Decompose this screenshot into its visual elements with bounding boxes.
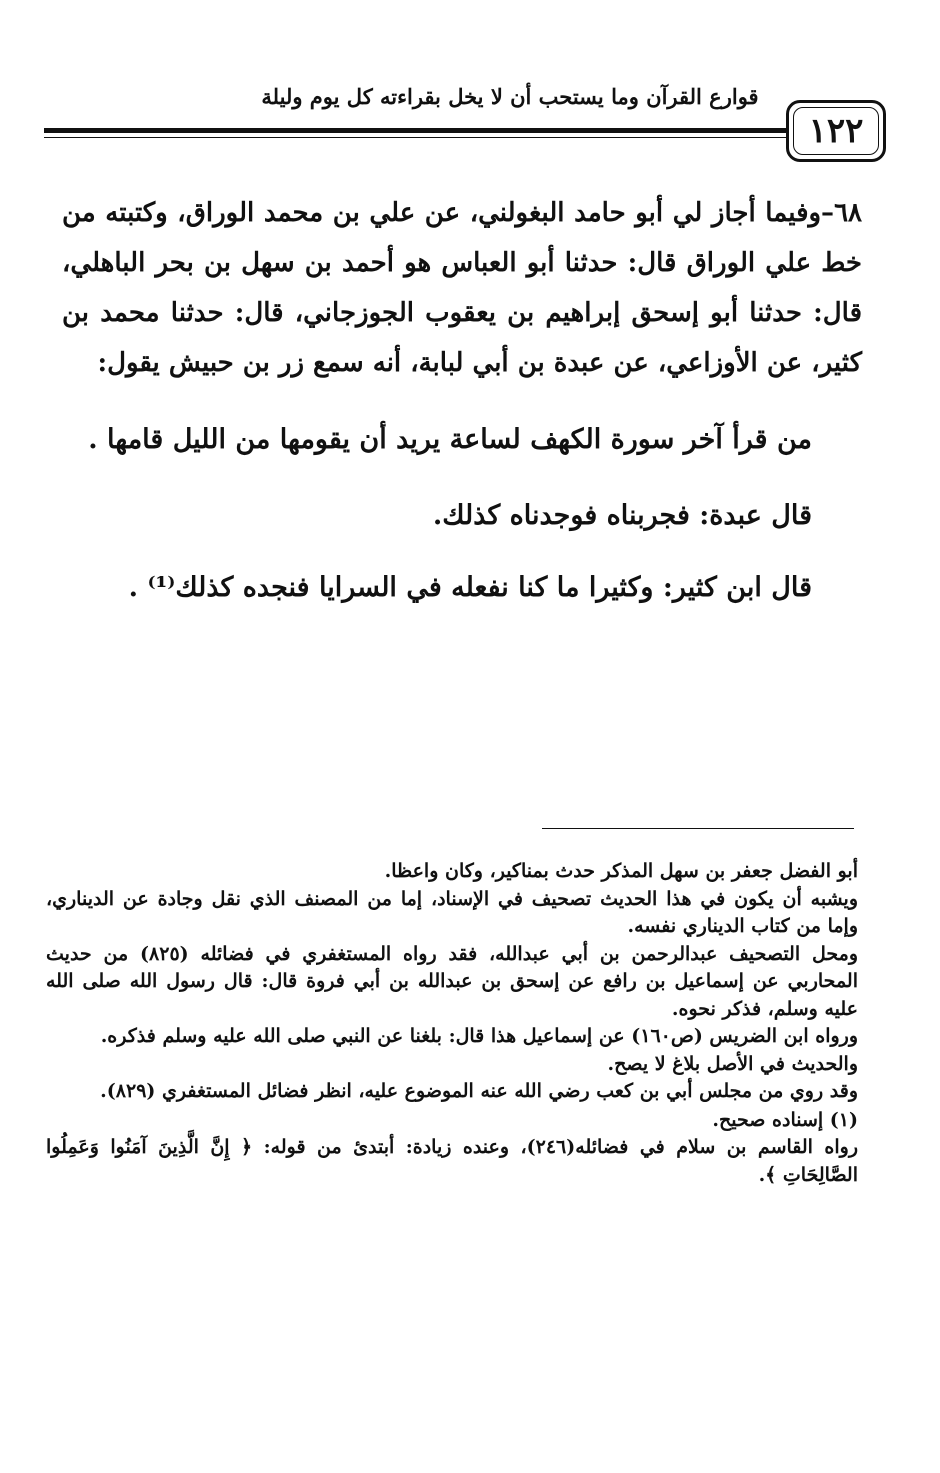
- page-number-frame: [786, 100, 886, 162]
- hadith-isnad-paragraph: ٦٨–وفيما أجاز لي أبو حامد البغولني، عن علي بن محمد الوراق، وكتبته من خط علي الوراق قال: حدثنا أبو العباس هو أحمد بن سهل بن بحر الباهلي، قال: حدثنا أبو إسحق إبراهيم بن يعقوب الجوزجاني، قال: حدثنا محمد بن كثير، عن الأوزاعي، عن عبدة بن أبي لبابة، أنه سمع زر بن حبيش يقول:: [62, 198, 862, 378]
- footnote-line: أبو الفضل جعفر بن سهل المذكر حدث بمناكير، وكان واعظا.: [384, 860, 858, 882]
- header-rule-thick: [44, 128, 796, 133]
- footnote-line: ورواه ابن الضريس (ص١٦٠) عن إسماعيل هذا قال: بلغنا عن النبي صلى الله عليه وسلم فذكره.: [100, 1025, 858, 1047]
- header-rule-thin: [44, 137, 796, 138]
- footnotes: [46, 858, 858, 1189]
- footnote-line: رواه القاسم بن سلام في فضائله(٢٤٦)، وعنده زيادة: أبتدئ من قوله: ﴿ إِنَّ الَّذِينَ آمَنُوا وَعَمِلُوا الصَّالِحَاتِ ﴾.: [46, 1136, 859, 1186]
- footnote-separator: [542, 828, 854, 829]
- footnote-1-marker: (١) إسناده صحيح.: [712, 1108, 858, 1131]
- footnote-line: ويشبه أن يكون في هذا الحديث تصحيف في الإسناد، إما من المصنف الذي نقل وجادة عن الديناري، وإما من كتاب الديناري نفسه.: [46, 887, 858, 937]
- hadith-matn: من قرأ آخر سورة الكهف لساعة يريد أن يقومها من الليل قامها .: [88, 424, 812, 455]
- footnote-line: ومحل التصحيف عبدالرحمن بن أبي عبدالله، فقد رواه المستغفري في فضائله (٨٢٥) من حديث المحاربي عن إسماعيل بن رافع عن إسحق بن عبدالله بن أبي فروة قال: قال رسول الله صلى الله عليه وسلم، فذكر نحوه.: [46, 942, 859, 1020]
- page-number: ١٢٢: [808, 111, 864, 151]
- running-title: قوارع القرآن وما يستحب أن لا يخل بقراءته كل يوم وليلة: [261, 84, 759, 109]
- footnote-line: والحديث في الأصل بلاغ لا يصح.: [607, 1052, 858, 1075]
- footnote-line: وقد روي من مجلس أبي بن كعب رضي الله عنه الموضوع عليه، انظر فضائل المستغفري (٨٢٩).: [100, 1080, 858, 1102]
- abda-comment: قال عبدة: فجربناه فوجدناه كذلك.: [432, 500, 812, 531]
- ibn-kathir-comment: قال ابن كثير: وكثيرا ما كنا نفعله في السرايا فنجده كذلك⁽¹⁾ .: [128, 572, 812, 603]
